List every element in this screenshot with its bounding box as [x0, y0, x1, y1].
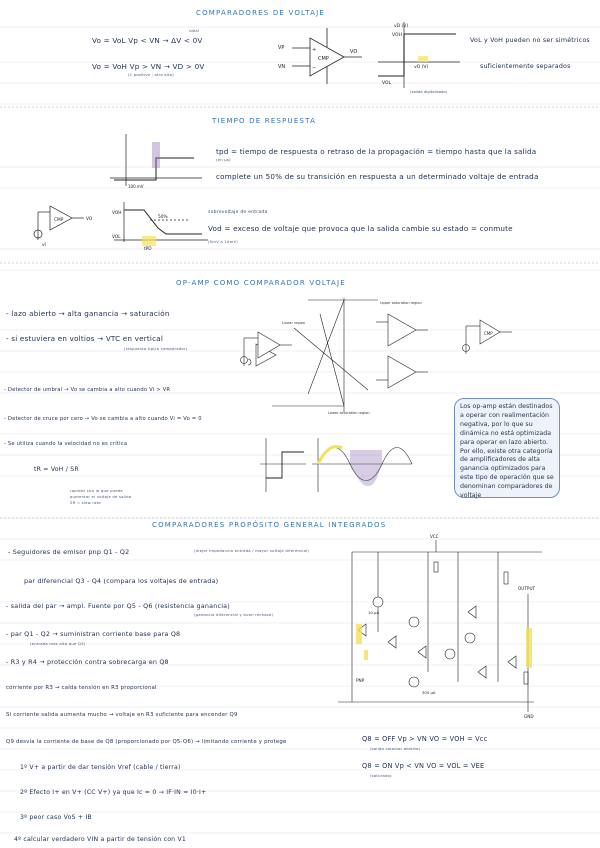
line-par-diferencial: par diferencial Q3 - Q4 (compara los voltajes de entrada) — [24, 577, 219, 585]
line-corriente-r3: corriente por R3 → caída tensión en R3 proporcional — [6, 685, 157, 691]
state-on: Q8 = ON Vp < VN VO = VOL = VEE — [362, 762, 485, 770]
step-input-graph — [106, 130, 206, 190]
svg-text:vI: vI — [42, 243, 46, 248]
line-seguidores: - Seguidores de emisor pnp Q1 - Q2 — [8, 548, 130, 556]
cmp-circuit-small — [28, 194, 108, 250]
tr-note-2: aumentar el voltaje de salida — [70, 494, 132, 499]
line-par-q1q2-sub: (entrada más alta que Q3) — [30, 641, 86, 646]
line-salida-par: - salida del par → ampl. Fuente por Q5 - Q6 (resistencia ganancia) — [6, 602, 230, 610]
tr-note-3: SR = slew rate — [70, 500, 101, 505]
comparator-symbol-figure — [272, 20, 372, 92]
opamp-input-circuit — [236, 318, 296, 374]
zero-cross-waveforms — [256, 434, 416, 496]
svg-text:VOL: VOL — [382, 81, 392, 86]
section-title-opamp: OP-AMP COMO COMPARADOR VOLTAJE — [176, 279, 346, 287]
eq-ideal-note: ideal — [189, 28, 200, 33]
svg-text:+: + — [312, 47, 317, 53]
step-4: 4º calcular verdadero VIN a partir de tensión con V1 — [14, 836, 187, 843]
tpd-definition: tpd = tiempo de respuesta o retraso de la propagación = tiempo hasta que la salida — [216, 147, 537, 156]
item-velocidad: - Se utiliza cuando la velocidad no es crítica — [4, 441, 128, 447]
svg-text:10 μA: 10 μA — [368, 610, 380, 615]
note-asymmetric: VoL y VoH pueden no ser simétricos — [470, 37, 590, 44]
item-umbral: - Detector de umbral → Vo se cambia a alto cuando Vi > VR — [4, 387, 171, 393]
step-3: 3º peor caso VoS + IB — [20, 814, 92, 821]
note-separated: suficientemente separados — [480, 63, 571, 70]
line-salida-note: (ganancia diferencial y buen rechazo) — [194, 612, 274, 617]
line-seguidores-note: (mejor impedancia entrada / mayor voltaje diferencial) — [194, 548, 310, 553]
step-2: 2º Efecto I+ en V+ (CC V+) ya que Ic = 0 → IF·IN = I0·I+ — [20, 789, 207, 796]
svg-text:VP: VP — [278, 45, 285, 51]
overdrive-label: sobrevoltaje de entrada — [208, 210, 268, 215]
svg-text:(salida digitalizada): (salida digitalizada) — [410, 89, 448, 94]
svg-text:VO: VO — [86, 217, 93, 222]
state-off-sub: (salida colector abierto) — [370, 746, 421, 751]
svg-text:PNP: PNP — [356, 678, 365, 683]
svg-text:VN: VN — [278, 64, 286, 70]
item-lazo-abierto: - lazo abierto → alta ganancia → saturación — [6, 309, 170, 318]
svg-text:VO: VO — [350, 49, 358, 55]
tpd-unit: (en μs) — [216, 157, 231, 162]
svg-text:vD (V): vD (V) — [394, 24, 409, 29]
svg-text:−: − — [312, 65, 317, 71]
step-1: 1º V+ a partir de dar tensión Vref (cable / tierra) — [20, 764, 181, 771]
line-par-q1q2: - par Q1 - Q2 → suministran corriente base para Q8 — [6, 630, 181, 638]
svg-text:tPD: tPD — [144, 247, 152, 252]
svg-text:GND: GND — [524, 714, 534, 719]
vod-range: (5mV a 10mV) — [208, 239, 238, 244]
note-text: Los op-amp están destinados a operar con realimentación negativa, por lo que su dinámica no está optimizada para operar en lazo abierto. Por ello, existe otra categoría de amplificadores de alta ganancia optimizados para este tipo de operación que se denominan comparadores de voltaje — [460, 403, 554, 500]
svg-text:VOL: VOL — [112, 235, 121, 240]
svg-text:100 mV: 100 mV — [128, 184, 144, 189]
opamp-note-box — [454, 398, 560, 498]
svg-text:vO (V): vO (V) — [414, 65, 429, 70]
svg-text:VOH: VOH — [112, 211, 122, 216]
eq-vo-voh: Vo = VoH Vp > VN → VD > 0V — [92, 62, 205, 71]
line-r3r4: - R3 y R4 → protección contra sobrecarga en Q8 — [6, 658, 169, 666]
item-vtc-vertical: - si estuviera en voltios → VTC en vertical — [6, 334, 164, 343]
line-q9-desvia: Q9 desvía la corriente de base de Q8 (proporcionado por Q5-Q6) → limitando corriente y protege — [6, 739, 287, 745]
svg-text:Linear region: Linear region — [282, 321, 306, 325]
svg-text:CMP: CMP — [54, 218, 64, 223]
item-cruce-cero: - Detector de cruce por cero → Vo se cambia a alto cuando Vi = Vo = 0 — [4, 416, 202, 422]
section-title-comparadores: COMPARADORES DE VOLTAJE — [196, 9, 325, 17]
section-title-integrados: COMPARADORES PROPÓSITO GENERAL INTEGRADOS — [152, 521, 387, 529]
svg-text:VCC: VCC — [430, 534, 439, 539]
line-corriente-salida: Si corriente salida aumenta mucho → voltaje en R3 suficiente para encender Q9 — [6, 712, 238, 718]
response-time-graph — [110, 200, 210, 256]
svg-text:OUTPUT: OUTPUT — [518, 586, 536, 591]
tpd-definition-2: complete un 50% de su transición en respuesta a un determinado voltaje de entrada — [216, 172, 539, 181]
svg-text:300 μA: 300 μA — [422, 690, 436, 695]
section-title-tiempo: TIEMPO DE RESPUESTA — [212, 117, 317, 125]
vtc-graph-figure — [374, 18, 464, 96]
cmp-text: CMP — [318, 56, 329, 62]
svg-text:VOH: VOH — [392, 33, 402, 38]
svg-text:Lower saturation region: Lower saturation region — [328, 411, 370, 415]
vod-definition: Vod = exceso de voltaje que provoca que la salida cambie su estado = conmute — [208, 224, 513, 233]
opamp-small-circuit — [456, 314, 516, 364]
eq-vo-vol: Vo = VoL Vp < VN → ΔV < 0V — [92, 36, 203, 45]
integrated-comparator-schematic — [318, 532, 550, 722]
item-vtc-sub: (respuesta típica comparador) — [124, 346, 188, 351]
svg-text:50%: 50% — [158, 215, 168, 220]
tr-formula: tR = VoH / SR — [34, 466, 79, 473]
state-on-sub: (saturado) — [370, 773, 392, 778]
svg-text:Upper saturation region: Upper saturation region — [380, 301, 422, 305]
svg-text:CMP: CMP — [484, 331, 493, 336]
tr-note-1: rapidez con la que puede — [70, 488, 123, 493]
state-off: Q8 = OFF Vp > VN VO = VOH = Vcc — [362, 735, 488, 743]
eq-voh-note: (1 positivo ; otro alto) — [128, 72, 174, 77]
